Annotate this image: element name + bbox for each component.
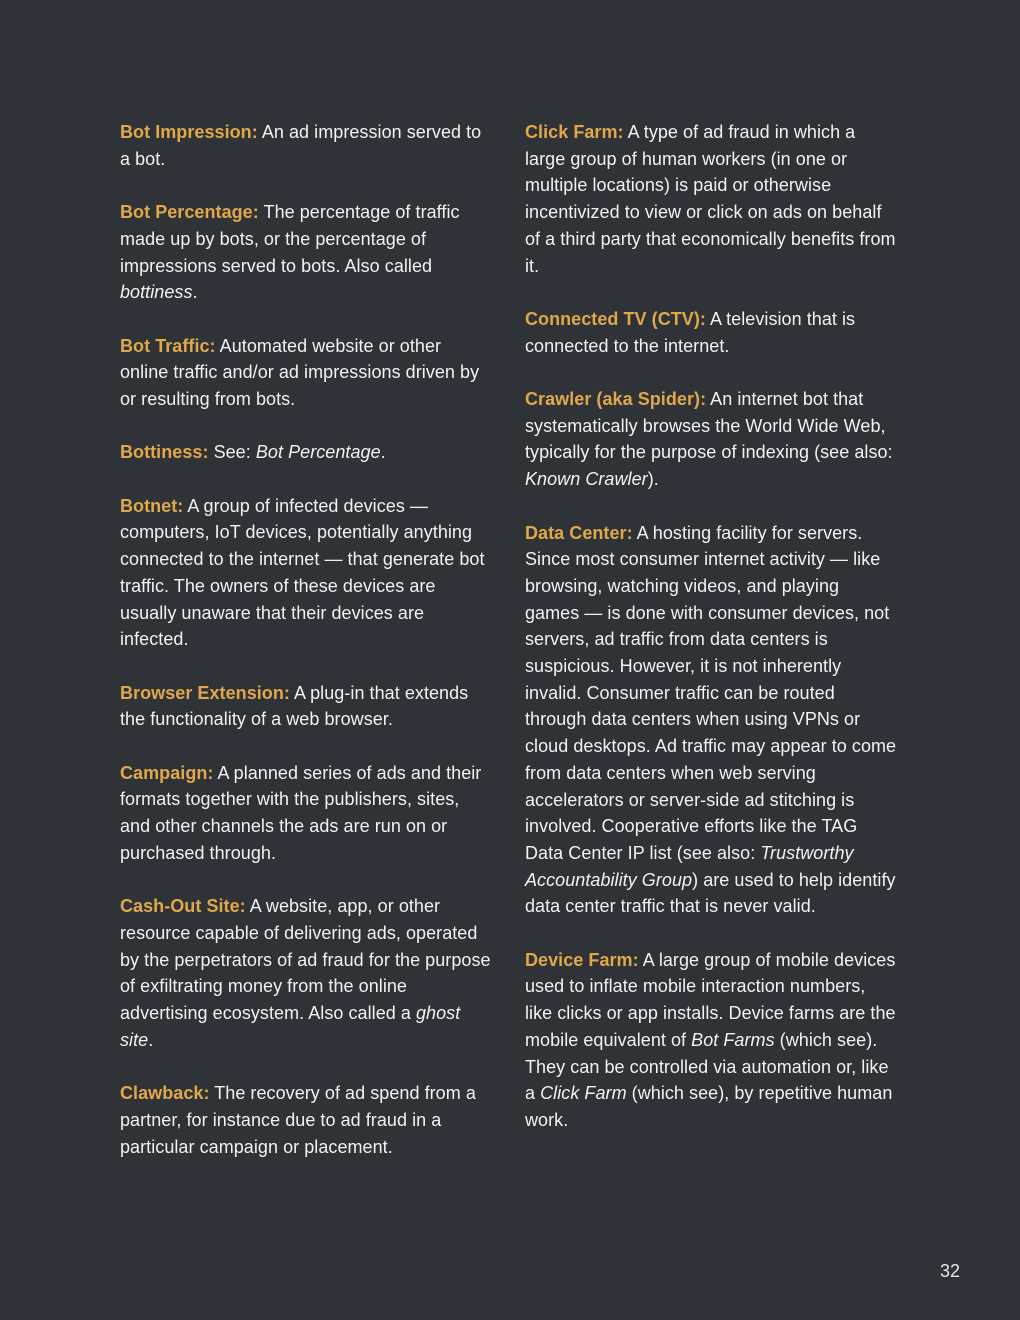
glossary-crossref: Known Crawler: [525, 469, 648, 490]
glossary-definition: A plug-in that extends the functionality of a web browser.: [120, 682, 469, 730]
glossary-definition: The recovery of ad spend from a partner, for instance due to ad fraud in a particular campaign or placement.: [120, 1083, 476, 1157]
glossary-definition: ).: [647, 469, 659, 490]
glossary-entry: [525, 306, 897, 359]
glossary-crossref: ghost site: [120, 1003, 461, 1050]
glossary-term: Bot Percentage:: [120, 202, 259, 223]
glossary-definition: A large group of mobile devices used to inflate mobile interaction numbers, like clicks or app installs. Device farms are the mobile equivalent of: [525, 949, 896, 1050]
glossary-entry: [120, 119, 492, 172]
glossary-term: Cash-Out Site:: [120, 896, 246, 917]
glossary-definition: A hosting facility for servers. Since most consumer internet activity — like browsing, watching videos, and playing games — is done with consumer devices, not servers, ad traffic from data centers is suspicious. However, it is not inherently invalid. Consumer traffic can be routed through data centers when using VPNs or cloud desktops. Ad traffic may appear to come from data centers when web serving accelerators or server-side ad stitching is involved. Cooperative efforts like the TAG Data Center IP list (see also:: [525, 522, 897, 863]
glossary-term: Bottiness:: [120, 442, 209, 463]
glossary-definition: A planned series of ads and their formats together with the publishers, sites, and other channels the ads are run on or purchased through.: [120, 762, 482, 863]
glossary-term: Bot Traffic:: [120, 335, 216, 356]
glossary-entry: [525, 386, 897, 493]
glossary-entry: [120, 680, 492, 733]
glossary-entry: [120, 893, 492, 1053]
glossary-entry: [525, 947, 897, 1134]
glossary-crossref: Trustworthy Accountability Group: [525, 842, 854, 890]
glossary-entry: [120, 333, 492, 413]
glossary-definition: See:: [208, 442, 256, 463]
glossary-term: Browser Extension:: [120, 682, 290, 703]
glossary-term: Click Farm:: [525, 122, 624, 142]
glossary-definition: An ad impression served to a bot.: [120, 122, 482, 169]
glossary-definition: (which see). They can be controlled via automation or, like a: [525, 1029, 889, 1104]
glossary-term: Device Farm:: [525, 949, 639, 970]
glossary-definition: .: [380, 442, 386, 463]
glossary-definition: ) are used to help identify data center traffic that is never valid.: [525, 869, 896, 917]
glossary-definition: A website, app, or other resource capable of delivering ads, operated by the perpetrators of ad fraud for the purpose of exfiltrating money from the online advertising ecosystem. Also called a: [120, 896, 491, 1024]
glossary-crossref: Bot Percentage: [255, 442, 381, 463]
glossary-term: Data Center:: [525, 522, 633, 543]
glossary-entry: [525, 520, 897, 921]
glossary-term: Connected TV (CTV):: [525, 308, 706, 329]
glossary-definition: (which see), by repetitive human work.: [525, 1083, 893, 1130]
glossary-term: Clawback:: [120, 1083, 210, 1104]
glossary-crossref: Click Farm: [540, 1083, 627, 1104]
glossary-right-column: [525, 119, 897, 1160]
glossary-entry: [120, 199, 492, 306]
glossary-term: Campaign:: [120, 762, 214, 783]
glossary-crossref: Bot Farms: [691, 1029, 775, 1050]
glossary-entry: [120, 1080, 492, 1160]
glossary-definition: A television that is connected to the internet.: [525, 308, 856, 356]
glossary-crossref: bottiness: [120, 282, 193, 303]
glossary-definition: .: [192, 282, 198, 303]
glossary-entry: [525, 119, 897, 279]
glossary-definition: An internet bot that systematically browses the World Wide Web, typically for the purpose of indexing (see also:: [525, 389, 893, 463]
glossary-left-column: [120, 119, 492, 1187]
glossary-definition: A group of infected devices — computers, IoT devices, potentially anything connected to the internet — that generate bot traffic. The owners of these devices are usually unaware that their devices are infected.: [120, 495, 485, 650]
glossary-definition: .: [148, 1029, 154, 1050]
glossary-entry: [120, 493, 492, 653]
glossary-term: Bot Impression:: [120, 122, 258, 142]
glossary-term: Crawler (aka Spider):: [525, 389, 707, 409]
glossary-entry: [120, 439, 492, 466]
glossary-term: Botnet:: [120, 495, 184, 516]
glossary-definition: The percentage of traffic made up by bots, or the percentage of impressions served to bots. Also called: [120, 202, 460, 276]
glossary-entry: [120, 760, 492, 867]
page-number: 32: [939, 1261, 960, 1281]
glossary-definition: Automated website or other online traffic and/or ad impressions driven by or resulting from bots.: [120, 335, 480, 409]
glossary-definition: A type of ad fraud in which a large group of human workers (in one or multiple locations) is paid or otherwise incentivized to view or click on ads on behalf of a third party that economically benefits from it.: [525, 122, 896, 276]
